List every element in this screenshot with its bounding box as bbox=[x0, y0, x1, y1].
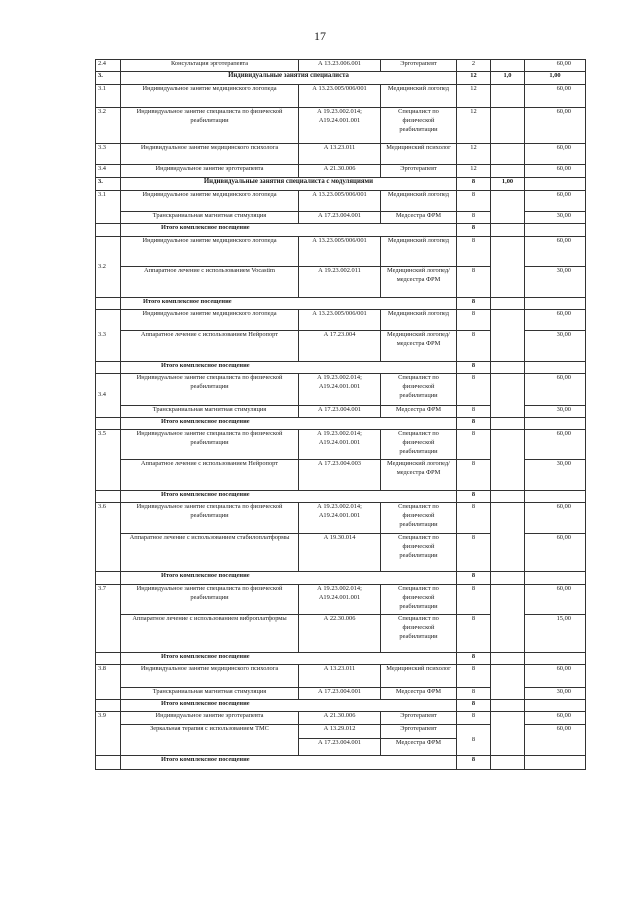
service-code: А 13.23.011 bbox=[299, 144, 381, 165]
service-name: Индивидуальное занятие специалиста по физической реабилитации bbox=[121, 374, 299, 406]
service-code: А 17.23.004.001 bbox=[299, 212, 381, 224]
coef-cell bbox=[491, 712, 525, 756]
service-code: А 17.23.004.001 bbox=[299, 406, 381, 418]
price-cell: 60,00 bbox=[525, 85, 586, 108]
total-row bbox=[96, 418, 586, 430]
service-code: А 13.23.005/006/001 bbox=[299, 310, 381, 331]
table-row bbox=[96, 191, 586, 212]
price-cell: 30,00 bbox=[525, 267, 586, 298]
row-number: 3.4 bbox=[96, 165, 121, 178]
price-cell: 60,00 bbox=[525, 712, 586, 725]
coef-cell bbox=[491, 60, 525, 72]
specialist: Медицинский логопед bbox=[381, 85, 457, 108]
table-row bbox=[96, 374, 586, 406]
count-cell: 8 bbox=[457, 178, 491, 191]
row-number: 2.4 bbox=[96, 60, 121, 72]
coef-cell bbox=[491, 108, 525, 144]
specialist: Медсестра ФРМ bbox=[381, 739, 457, 756]
blank-cell bbox=[491, 756, 525, 770]
specialist: Специалист по физической реабилитации bbox=[381, 374, 457, 406]
blank-cell bbox=[525, 298, 586, 310]
price-cell: 60,00 bbox=[525, 534, 586, 572]
count-cell: 12 bbox=[457, 72, 491, 85]
price-cell: 60,00 bbox=[525, 191, 586, 212]
service-name: Индивидуальное занятие медицинского логопеда bbox=[121, 310, 299, 331]
row-number: 3.2 bbox=[96, 237, 121, 298]
specialist: Специалист по физической реабилитации bbox=[381, 585, 457, 615]
total-label: Итого комплексное посещение bbox=[121, 224, 457, 237]
coef-cell bbox=[491, 191, 525, 224]
price-cell: 60,00 bbox=[525, 374, 586, 406]
service-code: А 19.23.002.014; А19.24.001.001 bbox=[299, 108, 381, 144]
table-row bbox=[96, 503, 586, 534]
price-cell: 30,00 bbox=[525, 212, 586, 224]
count-cell: 8 bbox=[457, 712, 491, 725]
count-cell: 8 bbox=[457, 572, 491, 585]
coef-cell bbox=[491, 165, 525, 178]
specialist: Медицинский логопед bbox=[381, 237, 457, 267]
coef-cell bbox=[491, 503, 525, 572]
count-cell: 8 bbox=[457, 237, 491, 267]
total-label: Итого комплексное посещение bbox=[121, 491, 457, 503]
service-code: А 19.23.002.014; А19.24.001.001 bbox=[299, 430, 381, 460]
total-row bbox=[96, 756, 586, 770]
blank-cell bbox=[491, 298, 525, 310]
specialist: Медсестра ФРМ bbox=[381, 688, 457, 700]
service-name: Индивидуальное занятие специалиста по физической реабилитации bbox=[121, 585, 299, 615]
service-name: Аппаратное лечение с использованием Нейропорт bbox=[121, 460, 299, 491]
section-row bbox=[96, 72, 586, 85]
row-number: 3.8 bbox=[96, 665, 121, 700]
blank-cell bbox=[491, 572, 525, 585]
table-row bbox=[96, 712, 586, 725]
blank-cell bbox=[525, 418, 586, 430]
count-cell: 8 bbox=[457, 585, 491, 615]
blank-cell bbox=[525, 700, 586, 712]
blank-cell bbox=[491, 418, 525, 430]
service-code: А 13.23.005/006/001 bbox=[299, 85, 381, 108]
total-label: Итого комплексное посещение bbox=[121, 572, 457, 585]
service-code: А 19.23.002.014; А19.24.001.001 bbox=[299, 503, 381, 534]
service-code: А 19.30.014 bbox=[299, 534, 381, 572]
count-cell: 8 bbox=[457, 406, 491, 418]
service-code: А 22.30.006 bbox=[299, 615, 381, 653]
coef-cell: 1,00 bbox=[491, 178, 525, 191]
specialist: Медицинский логопед/ медсестра ФРМ bbox=[381, 460, 457, 491]
row-number: 3.3 bbox=[96, 310, 121, 362]
price-cell: 15,00 bbox=[525, 615, 586, 653]
specialist: Медицинский психолог bbox=[381, 665, 457, 688]
blank-cell bbox=[96, 224, 121, 237]
specialist: Специалист по физической реабилитации bbox=[381, 503, 457, 534]
service-code: А 13.23.005/006/001 bbox=[299, 191, 381, 212]
count-cell: 8 bbox=[457, 224, 491, 237]
blank-cell bbox=[491, 700, 525, 712]
service-code: А 17.23.004.003 bbox=[299, 460, 381, 491]
count-cell: 12 bbox=[457, 108, 491, 144]
row-number: 3.5 bbox=[96, 430, 121, 491]
service-code: А 19.23.002.014; А19.24.001.001 bbox=[299, 585, 381, 615]
blank-cell bbox=[525, 572, 586, 585]
total-row bbox=[96, 572, 586, 585]
coef-cell bbox=[491, 665, 525, 700]
coef-cell bbox=[491, 310, 525, 362]
tariff-table bbox=[95, 59, 586, 770]
count-cell: 8 bbox=[457, 191, 491, 212]
blank-cell bbox=[491, 224, 525, 237]
table-row bbox=[96, 237, 586, 267]
count-cell: 8 bbox=[457, 418, 491, 430]
service-code: А 17.23.004.001 bbox=[299, 739, 381, 756]
count-cell: 12 bbox=[457, 144, 491, 165]
price-cell: 30,00 bbox=[525, 460, 586, 491]
specialist: Эрготерапевт bbox=[381, 725, 457, 739]
coef-cell bbox=[491, 585, 525, 653]
service-code: А 17.23.004 bbox=[299, 331, 381, 362]
count-cell: 12 bbox=[457, 85, 491, 108]
price-cell: 60,00 bbox=[525, 725, 586, 756]
table-row bbox=[96, 665, 586, 688]
price-cell: 60,00 bbox=[525, 310, 586, 331]
price-cell bbox=[525, 178, 586, 191]
count-cell: 8 bbox=[457, 430, 491, 460]
total-row bbox=[96, 224, 586, 237]
row-number: 3.2 bbox=[96, 108, 121, 144]
service-name: Индивидуальное занятие медицинского психолога bbox=[121, 665, 299, 688]
blank-cell bbox=[96, 653, 121, 665]
service-name: Индивидуальное занятие медицинского логопеда bbox=[121, 191, 299, 212]
service-name: Индивидуальное занятие специалиста по физической реабилитации bbox=[121, 503, 299, 534]
section-row bbox=[96, 178, 586, 191]
service-name: Зеркальная терапия с использованием ТМС bbox=[121, 725, 299, 756]
section-number: 3. bbox=[96, 72, 121, 85]
specialist: Медицинский психолог bbox=[381, 144, 457, 165]
price-cell: 30,00 bbox=[525, 688, 586, 700]
service-name: Аппаратное лечение с использованием Vocastim bbox=[121, 267, 299, 298]
service-name: Транскраниальная магнитная стимуляция bbox=[121, 688, 299, 700]
service-name: Аппаратное лечение с использованием стабилоплатформы bbox=[121, 534, 299, 572]
service-name: Транскраниальная магнитная стимуляция bbox=[121, 406, 299, 418]
table-row bbox=[96, 585, 586, 615]
count-cell: 8 bbox=[457, 310, 491, 331]
count-cell: 8 bbox=[457, 534, 491, 572]
table-row bbox=[96, 60, 586, 72]
service-name: Индивидуальное занятие специалиста по физической реабилитации bbox=[121, 430, 299, 460]
count-cell: 8 bbox=[457, 491, 491, 503]
service-name: Аппаратное лечение с использованием Нейропорт bbox=[121, 331, 299, 362]
count-cell: 8 bbox=[457, 756, 491, 770]
table-row bbox=[96, 108, 586, 144]
count-cell: 8 bbox=[457, 267, 491, 298]
row-number: 3.1 bbox=[96, 191, 121, 224]
price-cell: 60,00 bbox=[525, 585, 586, 615]
table-row bbox=[96, 144, 586, 165]
table-row bbox=[96, 85, 586, 108]
total-label: Итого комплексное посещение bbox=[121, 298, 457, 310]
row-number: 3.6 bbox=[96, 503, 121, 572]
specialist: Медсестра ФРМ bbox=[381, 406, 457, 418]
blank-cell bbox=[491, 653, 525, 665]
total-label: Итого комплексное посещение bbox=[121, 653, 457, 665]
blank-cell bbox=[96, 362, 121, 374]
total-row bbox=[96, 653, 586, 665]
row-number: 3.9 bbox=[96, 712, 121, 756]
blank-cell bbox=[96, 418, 121, 430]
service-name: Индивидуальное занятие эрготерапевта bbox=[121, 712, 299, 725]
blank-cell bbox=[525, 491, 586, 503]
count-cell: 8 bbox=[457, 503, 491, 534]
table-row bbox=[96, 310, 586, 331]
coef-cell: 1,0 bbox=[491, 72, 525, 85]
price-cell: 30,00 bbox=[525, 331, 586, 362]
blank-cell bbox=[96, 756, 121, 770]
specialist: Медицинский логопед bbox=[381, 191, 457, 212]
specialist: Специалист по физической реабилитации bbox=[381, 615, 457, 653]
total-row bbox=[96, 298, 586, 310]
coef-cell bbox=[491, 237, 525, 298]
specialist: Специалист по физической реабилитации bbox=[381, 430, 457, 460]
price-cell: 60,00 bbox=[525, 165, 586, 178]
count-cell: 8 bbox=[457, 665, 491, 688]
count-cell: 8 bbox=[457, 688, 491, 700]
specialist: Эрготерапевт bbox=[381, 60, 457, 72]
specialist: Эрготерапевт bbox=[381, 165, 457, 178]
price-cell: 60,00 bbox=[525, 237, 586, 267]
row-number: 3.3 bbox=[96, 144, 121, 165]
count-cell: 8 bbox=[457, 212, 491, 224]
section-number: 3. bbox=[96, 178, 121, 191]
service-name: Индивидуальное занятие медицинского логопеда bbox=[121, 85, 299, 108]
service-code: А 21.30.006 bbox=[299, 165, 381, 178]
service-name: Индивидуальное занятие медицинского психолога bbox=[121, 144, 299, 165]
row-number: 3.1 bbox=[96, 85, 121, 108]
blank-cell bbox=[96, 298, 121, 310]
price-cell: 60,00 bbox=[525, 108, 586, 144]
price-cell: 1,00 bbox=[525, 72, 586, 85]
blank-cell bbox=[525, 224, 586, 237]
count-cell: 8 bbox=[457, 362, 491, 374]
blank-cell bbox=[491, 491, 525, 503]
row-number: 3.7 bbox=[96, 585, 121, 653]
price-cell: 60,00 bbox=[525, 503, 586, 534]
service-code: А 19.23.002.011 bbox=[299, 267, 381, 298]
coef-cell bbox=[491, 144, 525, 165]
coef-cell bbox=[491, 430, 525, 491]
service-name: Транскраниальная магнитная стимуляция bbox=[121, 212, 299, 224]
row-number: 3.4 bbox=[96, 374, 121, 418]
count-cell: 2 bbox=[457, 60, 491, 72]
coef-cell bbox=[491, 374, 525, 418]
count-cell: 8 bbox=[457, 653, 491, 665]
specialist: Эрготерапевт bbox=[381, 712, 457, 725]
blank-cell bbox=[525, 756, 586, 770]
price-cell: 60,00 bbox=[525, 60, 586, 72]
count-cell: 8 bbox=[457, 460, 491, 491]
specialist: Медицинский логопед bbox=[381, 310, 457, 331]
total-label: Итого комплексное посещение bbox=[121, 418, 457, 430]
specialist: Медицинский логопед/ медсестра ФРМ bbox=[381, 267, 457, 298]
page-number: 17 bbox=[314, 29, 326, 43]
specialist: Специалист по физической реабилитации bbox=[381, 108, 457, 144]
blank-cell bbox=[96, 572, 121, 585]
price-cell: 30,00 bbox=[525, 406, 586, 418]
price-cell: 60,00 bbox=[525, 430, 586, 460]
price-cell: 60,00 bbox=[525, 144, 586, 165]
count-cell: 12 bbox=[457, 165, 491, 178]
service-name: Индивидуальное занятие специалиста по физической реабилитации bbox=[121, 108, 299, 144]
count-cell: 8 bbox=[457, 298, 491, 310]
blank-cell bbox=[96, 491, 121, 503]
service-name: Консультация эрготерапевта bbox=[121, 60, 299, 72]
total-row bbox=[96, 700, 586, 712]
total-label: Итого комплексное посещение bbox=[121, 700, 457, 712]
count-cell: 8 bbox=[457, 700, 491, 712]
table-row bbox=[96, 430, 586, 460]
total-row bbox=[96, 362, 586, 374]
specialist: Медсестра ФРМ bbox=[381, 212, 457, 224]
service-name: Аппаратное лечение с использованием виброплатформы bbox=[121, 615, 299, 653]
blank-cell bbox=[525, 653, 586, 665]
service-code: А 13.23.006.001 bbox=[299, 60, 381, 72]
service-code: А 21.30.006 bbox=[299, 712, 381, 725]
blank-cell bbox=[491, 362, 525, 374]
service-name: Индивидуальное занятие эрготерапевта bbox=[121, 165, 299, 178]
service-code: А 13.23.011 bbox=[299, 665, 381, 688]
service-code: А 19.23.002.014; А19.24.001.001 bbox=[299, 374, 381, 406]
coef-cell bbox=[491, 85, 525, 108]
price-cell: 60,00 bbox=[525, 665, 586, 688]
total-row bbox=[96, 491, 586, 503]
service-name: Индивидуальное занятие медицинского логопеда bbox=[121, 237, 299, 267]
section-title: Индивидуальные занятия специалиста bbox=[121, 72, 457, 85]
total-label: Итого комплексное посещение bbox=[121, 362, 457, 374]
service-code: А 13.29.012 bbox=[299, 725, 381, 739]
count-cell: 8 bbox=[457, 615, 491, 653]
specialist: Медицинский логопед/ медсестра ФРМ bbox=[381, 331, 457, 362]
blank-cell bbox=[525, 362, 586, 374]
count-cell: 8 bbox=[457, 374, 491, 406]
section-title: Индивидуальные занятия специалиста с модуляциями bbox=[121, 178, 457, 191]
count-cell: 8 bbox=[457, 725, 491, 756]
total-label: Итого комплексное посещение bbox=[121, 756, 457, 770]
service-code: А 13.23.005/006/001 bbox=[299, 237, 381, 267]
table-row bbox=[96, 165, 586, 178]
blank-cell bbox=[96, 700, 121, 712]
count-cell: 8 bbox=[457, 331, 491, 362]
service-code: А 17.23.004.001 bbox=[299, 688, 381, 700]
specialist: Специалист по физической реабилитации bbox=[381, 534, 457, 572]
